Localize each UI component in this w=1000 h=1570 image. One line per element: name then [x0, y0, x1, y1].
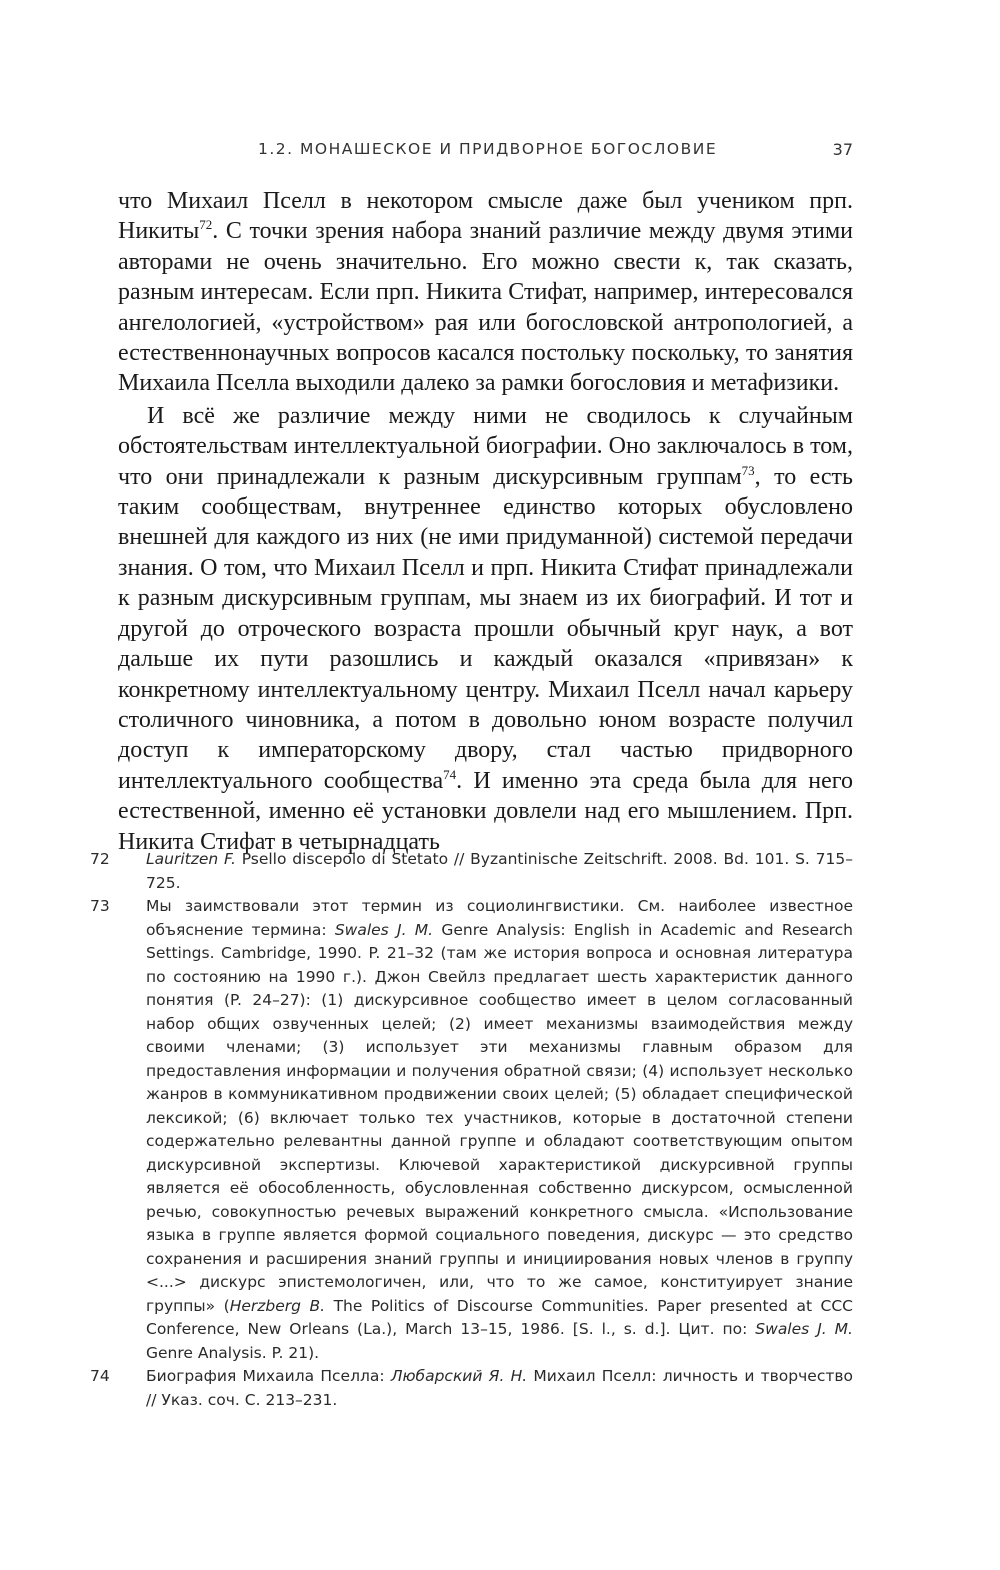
main-text — [118, 186, 853, 857]
footnote-number: 74 — [90, 1367, 110, 1385]
paragraph-1 — [118, 186, 853, 399]
footnote-body: Михаил Пселл: личность и творчество // Указ. соч. С. 213–231. — [146, 1367, 853, 1409]
footnote-body: The Politics of Discourse Communities. Paper presented at CCC Conference, New Orleans (La.), March 13–15, 1986. [S. l., s. d.]. Цит. по: — [146, 1296, 853, 1338]
footnote-text — [146, 1365, 853, 1412]
footnote-text — [146, 895, 853, 1365]
paragraph-1-text-a: что Михаил Пселл в некотором смысле даже был учеником прп. Никиты — [118, 188, 853, 245]
running-head — [118, 140, 853, 164]
paragraph-2-text-c: . И именно эта среда была для него естественной, именно её установки довлели над его мышлением. Прп. Никита Стифат в четырнадцать — [118, 767, 853, 855]
footnote-74 — [90, 1365, 853, 1412]
page-number: 37 — [832, 140, 853, 159]
paragraph-1-text-b: . С точки зрения набора знаний различие между двумя этими авторами не очень значительно. Его можно свести к, так сказать, разным интересам. Если прп. Никита Стифат, например, интересовался ангелологией, «устройством» рая или богословской антропологией, а естественнонаучных вопросов касался постольку поскольку, то занятия Михаила Пселла выходили далеко за рамки богословия и метафизики. — [118, 218, 853, 397]
running-title: 1.2. МОНАШЕСКОЕ И ПРИДВОРНОЕ БОГОСЛОВИЕ — [258, 140, 718, 158]
footnote-number: 72 — [90, 850, 110, 868]
footnote-author: Herzberg B. — [229, 1296, 326, 1315]
footnote-author: Swales J. M. — [334, 920, 434, 939]
footnote-body: Мы заимствовали этот термин из социолингвистики. См. наиболее известное объяснение термина: — [146, 897, 853, 939]
footnote-author: Swales J. M. — [755, 1320, 853, 1338]
footnote-ref-74[interactable]: 74 — [443, 766, 457, 782]
footnote-author: Любарский Я. Н. — [390, 1367, 528, 1385]
paragraph-2-text-a: И всё же различие между ними не сводилось к случайным обстоятельствам интеллектуальной биографии. Оно заключалось в том, что они принадлежали к разным дискурсивным группам — [118, 402, 853, 490]
footnote-number: 73 — [90, 897, 110, 915]
paragraph-2 — [118, 401, 853, 857]
footnote-73 — [90, 895, 853, 1365]
footnote-body: Psello discepolo di Stetato // Byzantinische Zeitschrift. 2008. Bd. 101. S. 715–725. — [146, 850, 853, 892]
footnote-body: Genre Analysis. P. 21). — [146, 1343, 320, 1362]
footnote-72 — [90, 848, 853, 895]
footnote-body: Биография Михаила Пселла: — [146, 1367, 391, 1385]
footnote-ref-72[interactable]: 72 — [199, 217, 213, 233]
footnote-text — [146, 848, 853, 895]
footnote-author: Lauritzen F. — [146, 850, 236, 868]
footnote-ref-73[interactable]: 73 — [741, 462, 755, 478]
footnote-body: Genre Analysis: English in Academic and Research Settings. Cambridge, 1990. P. 21–32 (там же история вопроса и основная литература по состоянию на 1990 г.). Джон Свейлз предлагает шесть характеристик данного понятия (P. 24–27): (1) дискурсивное сообщество имеет в целом согласованный набор общих озвученных целей; (2) имеет механизмы взаимодействия между своими членами; (3) использует эти механизмы главным образом для предоставления информации и получения обратной связи; (4) использует несколько жанров в коммуникативном продвижении своих целей; (5) обладает специфической лексикой; (6) включает только тех участников, которые в достаточной степени содержательно релевантны данной группе и обладают соответствующим опытом дискурсивной экспертизы. Ключевой характеристикой дискурсивной группы является её обособленность, обусловленная собственно дискурсом, осмысленной речью, совокупностью речевых выражений конкретного смысла. «Использование языка в группе является формой социального поведения, дискурс — это средство сохранения и расширения знаний группы и инициирования новых членов в группу <...> дискурс эпистемологичен, или, что то же самое, конституирует знание группы» ( — [146, 920, 853, 1315]
paragraph-2-text-b: , то есть таким сообществам, внутреннее единство которых обусловлено внешней для каждого из них (не ими придуманной) системой передачи знания. О том, что Михаил Пселл и прп. Никита Стифат принадлежали к разным дискурсивным группам, мы знаем из их биографий. И тот и другой до отроческого возраста прошли обычный круг наук, а вот дальше их пути разошлись и каждый оказался «привязан» к конкретному интеллектуальному центру. Михаил Пселл начал карьеру столичного чиновника, а потом в довольно юном возрасте получил доступ к императорскому двору, стал частью придворного интеллектуального сообщества — [118, 463, 853, 794]
footnotes — [90, 848, 853, 1412]
